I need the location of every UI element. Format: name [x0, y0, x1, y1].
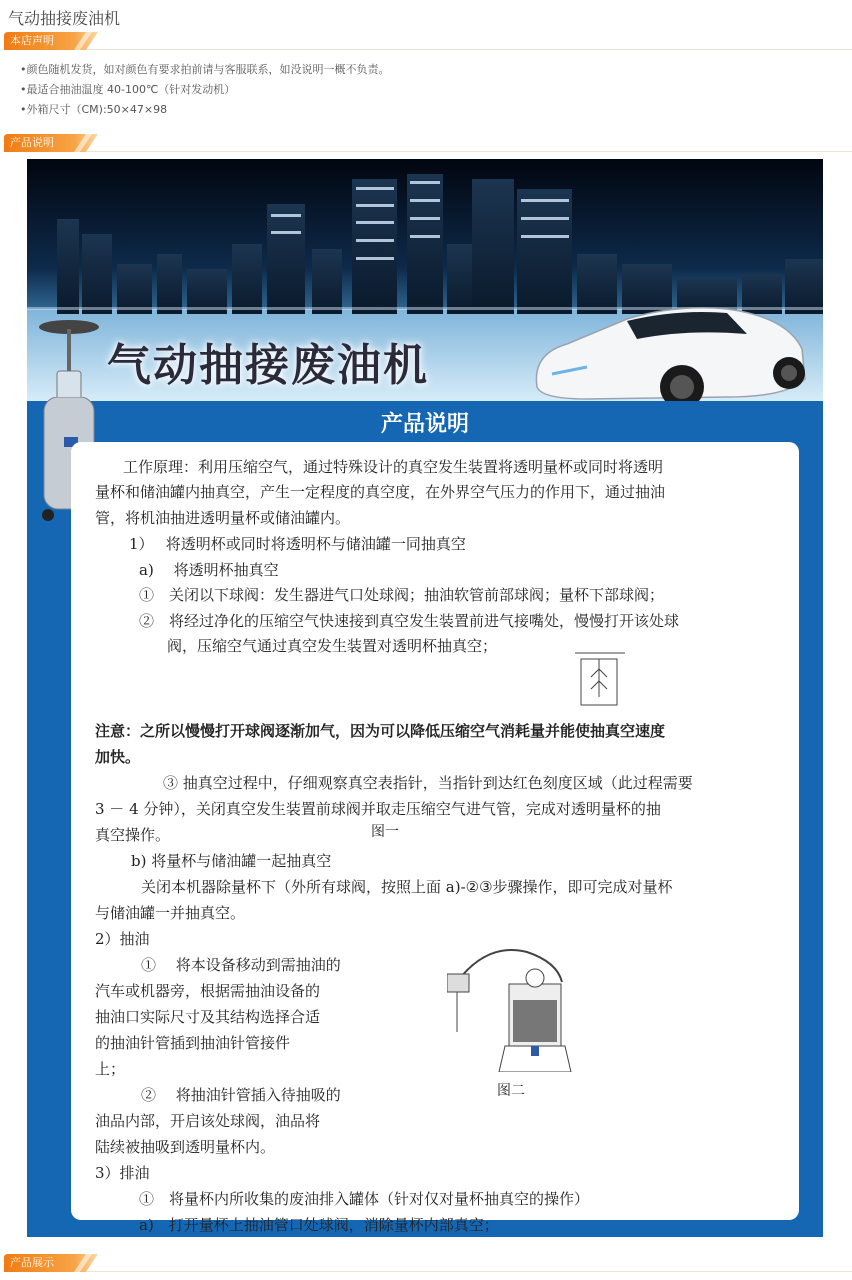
section-bar-product-desc	[4, 134, 852, 152]
section-tag-notice	[4, 32, 98, 50]
text-line: a) 将透明杯抽真空	[139, 561, 279, 579]
instruction-panel	[71, 442, 799, 1234]
section-tag-label: 本店声明	[10, 34, 54, 47]
section-bar-notice	[4, 32, 852, 50]
text-line: 汽车或机器旁，根据需抽油设备的	[95, 982, 321, 1000]
text-line: ① 将量杯内所收集的废油排入罐体（针对仅对量杯抽真空的操作）	[139, 1190, 590, 1208]
text-line: ② 将经过净化的压缩空气快速接到真空发生装置前进气接嘴处，慢慢打开该处球	[139, 612, 680, 630]
text-line: ① 将本设备移动到需抽油的	[141, 956, 341, 974]
text-line: ① 关闭以下球阀：发生器进气口处球阀；抽油软管前部球阀；量杯下部球阀；	[139, 586, 665, 604]
notice-item: •最适合抽油温度 40-100℃（针对发动机）	[20, 83, 236, 96]
section-tag-label: 产品展示	[10, 1256, 54, 1269]
section-tag-product-show	[4, 1254, 98, 1272]
text-line: ② 将抽油针管插入待抽吸的	[141, 1086, 341, 1104]
text-line: 陆续被抽吸到透明量杯内。	[95, 1138, 276, 1156]
section-bar-product-show	[4, 1254, 852, 1272]
text-line: 上；	[95, 1060, 126, 1078]
text-line: 与储油罐一并抽真空。	[95, 904, 246, 922]
text-line: 的抽油针管插到抽油针管接件	[95, 1034, 291, 1052]
text-line: 3）排油	[95, 1164, 150, 1182]
text-line-note: 注意：之所以慢慢打开球阀逐渐加气，因为可以降低压缩空气消耗量并能使抽真空速度	[95, 722, 666, 740]
text-line: 工作原理：利用压缩空气，通过特殊设计的真空发生装置将透明量杯或同时将透明	[123, 458, 664, 476]
text-line-note: 加快。	[95, 748, 141, 766]
text-line: 抽油口实际尺寸及其结构选择合适	[95, 1008, 321, 1026]
text-line: 量杯和储油罐内抽真空，产生一定程度的真空度，在外界空气压力的作用下，通过抽油	[95, 483, 666, 501]
text-line: 3 － 4 分钟），关闭真空发生装置前球阀并取走压缩空气进气管，完成对透明量杯的抽	[95, 800, 661, 818]
text-line: 阀，压缩空气通过真空发生装置对透明杯抽真空；	[167, 637, 498, 655]
text-line: 1） 将透明杯或同时将透明杯与储油罐一同抽真空	[129, 535, 466, 553]
section-tag-label: 产品说明	[10, 136, 54, 149]
text-line: 真空操作。	[95, 826, 171, 844]
text-line: 油品内部，开启该处球阀，油品将	[95, 1112, 321, 1130]
figure-1-illustration	[571, 647, 631, 707]
poster-subtitle: 产品说明	[380, 411, 469, 437]
product-poster	[27, 159, 823, 1237]
text-line: a) 打开量杯上抽油管口处球阀，消除量杯内部真空；	[139, 1216, 499, 1234]
text-line: 关闭本机器除量杯下（外所有球阀，按照上面 a)-②③步骤操作，即可完成对量杯	[141, 878, 673, 896]
figure-caption: 图一	[371, 824, 399, 840]
notice-item: •颜色随机发货，如对颜色有要求拍前请与客服联系，如没说明一概不负责。	[20, 63, 390, 76]
text-line: 管，将机油抽进透明量杯或储油罐内。	[95, 509, 351, 527]
notice-item: •外箱尺寸（CM):50×47×98	[20, 103, 168, 116]
text-line: b) 将量杯与储油罐一起抽真空	[131, 852, 332, 870]
notice-list	[20, 60, 390, 120]
text-line: 2）抽油	[95, 930, 150, 948]
page-title: 气动抽接废油机	[8, 9, 121, 28]
section-tag-product-desc	[4, 134, 98, 152]
poster-title: 气动抽接废油机	[107, 340, 429, 391]
text-line: ③ 抽真空过程中，仔细观察真空表指针，当指针到达红色刻度区域（此过程需要	[163, 774, 693, 792]
figure-2-illustration	[447, 942, 587, 1072]
figure-caption: 图二	[497, 1083, 525, 1099]
